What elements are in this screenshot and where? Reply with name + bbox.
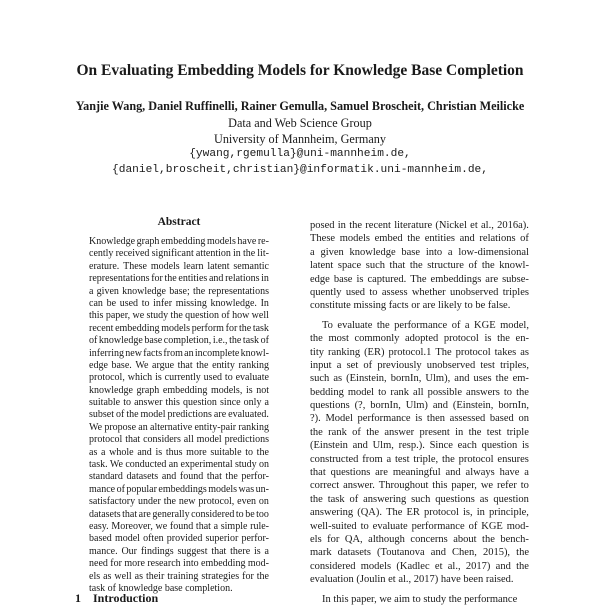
text-line: protocol, which is currently used to evaluate	[89, 372, 269, 384]
text-line: the rank of the answer present in the test triple	[310, 426, 529, 438]
section-title: Introduction	[93, 591, 159, 605]
text-line: recent embedding models perform for the task	[89, 322, 269, 334]
text-line: latent space such that the structure of the knowl-	[310, 260, 529, 272]
section-number: 1	[75, 591, 81, 605]
text-line: correct answer. Throughout this paper, we refer to	[310, 480, 529, 492]
text-line: constitute missing facts or are likely to be false.	[310, 300, 511, 312]
text-line: ?). Model performance is then assessed based on	[310, 413, 529, 425]
text-line: To evaluate the performance of a KGE model,	[322, 319, 529, 331]
text-line: tity ranking (ER) protocol.1 The protocol takes as	[310, 346, 529, 358]
intro-paragraph-2	[310, 319, 529, 587]
author-list: Yanjie Wang, Daniel Ruffinelli, Rainer Gemulla, Samuel Broscheit, Christian Meilicke	[75, 99, 525, 113]
text-line: evaluation (Joulin et al., 2017) have been raised.	[310, 574, 514, 586]
text-line: that questions are meaningful and always have a	[310, 467, 529, 479]
text-line: posed in the recent literature (Nickel et al., 2016a).	[310, 220, 529, 231]
text-line: subset of the model predictions are evaluated.	[89, 409, 269, 421]
text-line: standard datasets and found that the perfor-	[89, 471, 269, 483]
text-line: the task of answering such questions as question	[310, 493, 529, 505]
text-line: representations for the entities and relations in	[89, 273, 269, 285]
text-line: These models embed the entities and relations of	[310, 233, 529, 245]
abstract-body	[89, 236, 269, 595]
text-line: well-suited to evaluate performance of KGE mod-	[310, 520, 529, 532]
text-line: cently received significant attention in the lit-	[89, 248, 269, 260]
text-line: constructed from a test triple, the protocol ensures	[310, 453, 529, 465]
text-line: (Einstein and Ulm, resp.). Since each question is	[310, 440, 529, 452]
text-line: need for more research into embedding mod-	[89, 558, 269, 570]
text-line: edge base. We argue that the entity ranking	[89, 359, 269, 371]
text-line: can be used to infer missing knowledge. In	[89, 297, 269, 309]
text-line: suitable to answer this question since only a	[89, 397, 269, 409]
text-line: considered models (Kadlec et al., 2017) and the	[310, 560, 529, 572]
text-line: Knowledge graph embedding models have re-	[89, 236, 269, 247]
abstract-heading: Abstract	[157, 216, 201, 228]
paper-title: On Evaluating Embedding Models for Knowledge Base Completion	[76, 62, 524, 79]
text-line: input a set of previously unobserved test triples,	[310, 359, 529, 371]
text-line: satisfactory under the new protocol, even on	[89, 496, 269, 508]
text-line: such as (Einstein, bornIn, Ulm), and uses the em-	[310, 373, 529, 385]
text-line: of knowledge base completion, i.e., the task of	[89, 335, 269, 347]
text-line: as a whole and is thus more suitable to the	[89, 446, 269, 458]
affiliation-university: University of Mannheim, Germany	[214, 132, 386, 146]
introduction-body	[310, 219, 529, 606]
text-line: based model often provided superior perfor-	[89, 533, 269, 545]
intro-paragraph-1	[310, 219, 529, 313]
text-line: datasets that are generally considered to be too	[89, 508, 269, 520]
text-line: mance of popular embeddings models was un-	[89, 483, 269, 495]
text-line: task of knowledge base completion.	[89, 582, 233, 594]
text-line: els for QA, although concerns about the bench-	[310, 533, 529, 545]
section-heading	[75, 591, 158, 606]
text-line: task. We conducted an experimental study on	[89, 459, 269, 471]
text-line: questions (?, bornIn, Ulm) and (Einstein, bornIn,	[310, 400, 529, 412]
text-line: the most commonly adopted protocol is the en-	[310, 333, 529, 345]
text-line: easy. Moreover, we found that a simple rule-	[89, 520, 269, 532]
text-line: a given knowledge base; the representations	[89, 285, 269, 297]
email-line-2: {daniel,broscheit,christian}@informatik.uni-mannheim.de,	[112, 164, 488, 176]
intro-paragraph-3: In this paper, we aim to study the performance	[322, 593, 518, 605]
text-line: mark datasets (Toutanova and Chen, 2015), the	[310, 547, 529, 559]
text-line: answering (QA). The ER protocol is, in principle,	[310, 507, 529, 519]
text-line: els as well as their training strategies for the	[89, 570, 269, 582]
text-line: this paper, we study the question of how well	[89, 310, 269, 322]
text-line: edge base is captured. The embeddings are subse-	[310, 273, 529, 285]
text-line: mance. Our findings suggest that there is a	[89, 545, 269, 557]
email-line-1: {ywang,rgemulla}@uni-mannheim.de,	[189, 148, 411, 160]
text-line: quently used to assess whether unobserved triples	[310, 286, 529, 298]
affiliation-group: Data and Web Science Group	[228, 116, 372, 130]
text-line: knowledge graph embedding models, is not	[89, 384, 269, 396]
text-line: protocol that considers all model predictions	[89, 434, 269, 446]
text-line: We propose an alternative entity-pair ranking	[89, 421, 269, 433]
text-line: a given knowledge base into a low-dimensional	[310, 246, 529, 258]
text-line: inferring new facts from an incomplete knowl-	[89, 347, 269, 359]
text-line: bedding model to rank all possible answers to the	[310, 386, 529, 398]
text-line: erature. These models learn latent semantic	[89, 260, 269, 272]
